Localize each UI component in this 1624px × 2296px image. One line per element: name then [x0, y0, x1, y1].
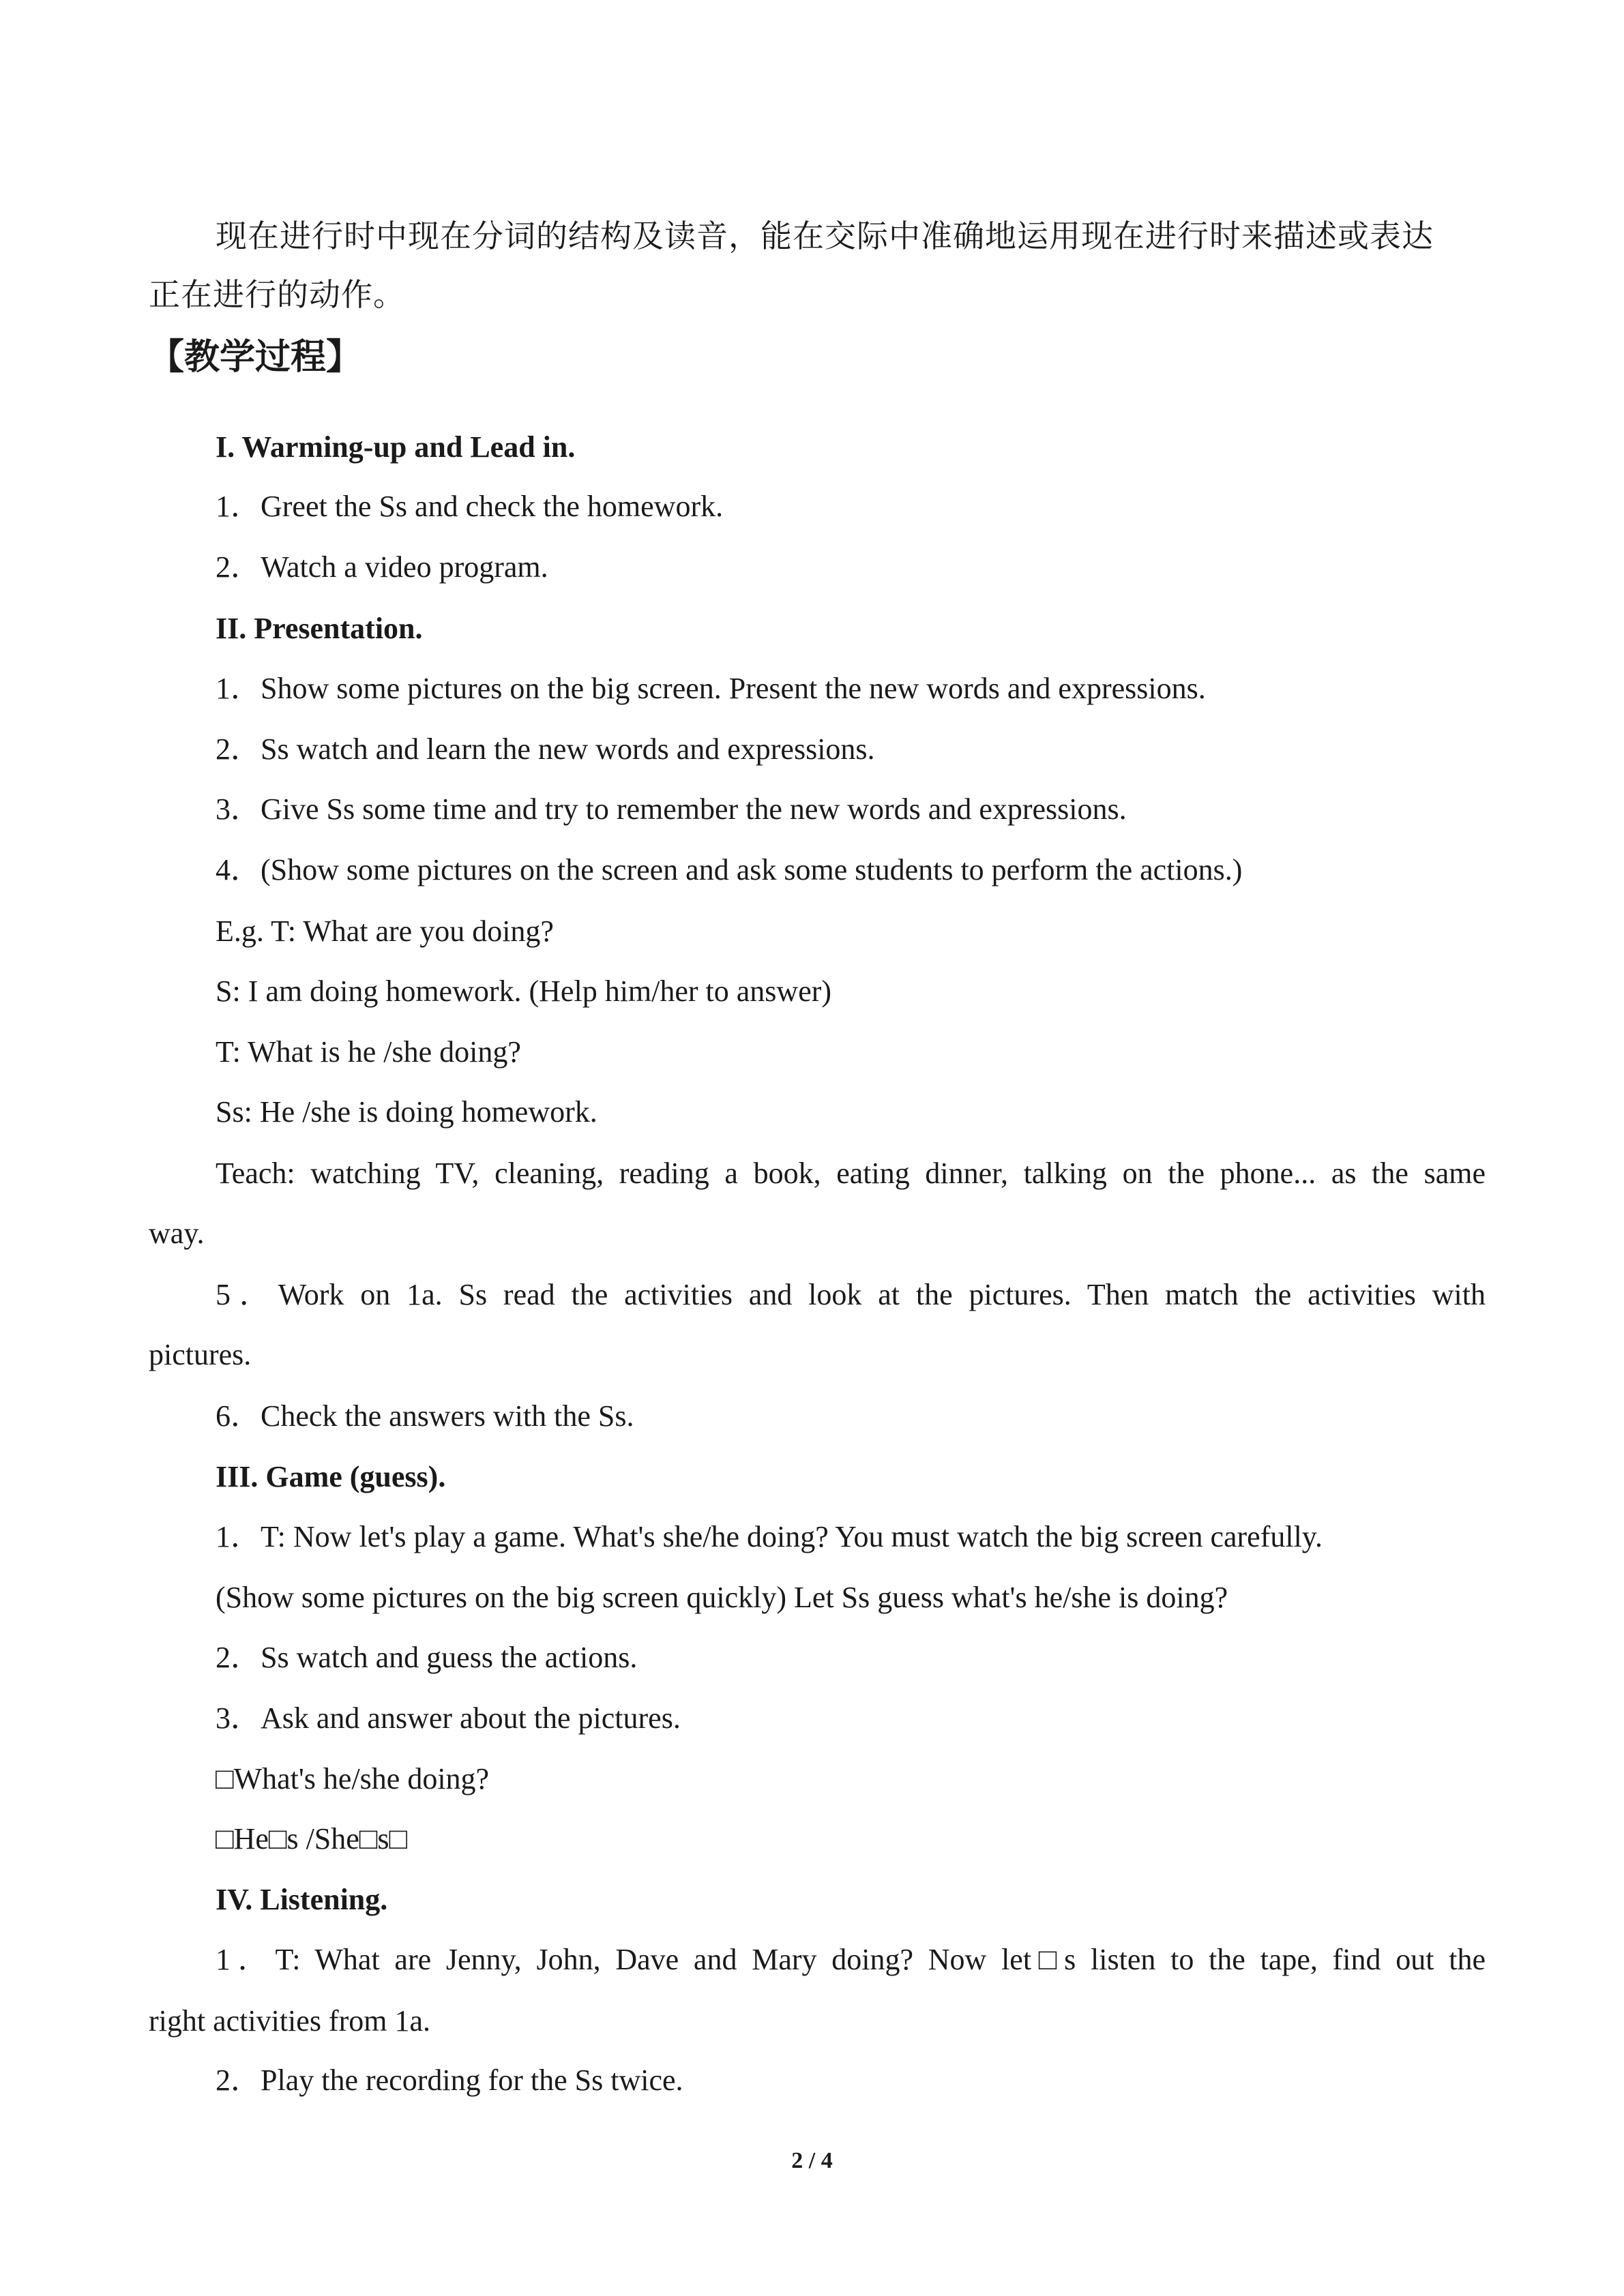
intro-line-1: 现在进行时中现在分词的结构及读音，能在交际中准确地运用现在进行时来描述或表达 — [216, 218, 1434, 254]
intro-line-2: 正在进行的动作。 — [149, 276, 405, 313]
s2-item-2: 2．Ss watch and learn the new words and expressions. — [216, 732, 875, 766]
s2-item-6: 6．Check the answers with the Ss. — [216, 1399, 634, 1433]
section-2-title: II. Presentation. — [216, 612, 423, 645]
section-1-title: I. Warming-up and Lead in. — [216, 430, 576, 464]
s3-item-3: 3．Ask and answer about the pictures. — [216, 1701, 681, 1735]
s2-teacher-question: T: What is he /she doing? — [216, 1035, 521, 1069]
s2-teach-line-2: way. — [149, 1217, 205, 1250]
s2-teach-line-1: Teach: watching TV, cleaning, reading a book, eating dinner, talking on the phone... as the same — [216, 1157, 1486, 1190]
s3-item-1-continued: (Show some pictures on the big screen quickly) Let Ss guess what's he/she is doing? — [216, 1581, 1228, 1614]
s3-answer: □He□s /She□s□ — [216, 1822, 408, 1855]
s2-item-5-line-2: pictures. — [149, 1338, 252, 1371]
section-3-title: III. Game (guess). — [216, 1460, 446, 1493]
section-4-title: IV. Listening. — [216, 1883, 388, 1916]
s1-item-1: 1．Greet the Ss and check the homework. — [216, 490, 724, 523]
s4-item-1-line-2: right activities from 1a. — [149, 2004, 430, 2038]
s4-item-2: 2．Play the recording for the Ss twice. — [216, 2063, 683, 2097]
s2-student-answer: S: I am doing homework. (Help him/her to answer) — [216, 974, 832, 1008]
s4-item-1-line-1: 1．T: What are Jenny, John, Dave and Mary doing? Now let□s listen to the tape, find out the — [216, 1943, 1486, 1976]
s3-question: □What's he/she doing? — [216, 1762, 490, 1795]
s2-item-4: 4．(Show some pictures on the screen and ask some students to perform the actions.) — [216, 853, 1243, 886]
s2-students-answer: Ss: He /she is doing homework. — [216, 1095, 597, 1129]
s3-item-2: 2．Ss watch and guess the actions. — [216, 1641, 638, 1674]
s3-item-1: 1．T: Now let's play a game. What's she/he doing? You must watch the big screen carefully. — [216, 1520, 1323, 1553]
s1-item-2: 2．Watch a video program. — [216, 550, 548, 584]
section-title: 【教学过程】 — [149, 337, 362, 378]
page-number: 2 / 4 — [791, 2148, 833, 2173]
s2-item-5-line-1: 5．Work on 1a. Ss read the activities and look at the pictures. Then match the activities with — [216, 1278, 1486, 1311]
s2-item-1: 1．Show some pictures on the big screen. Present the new words and expressions. — [216, 672, 1206, 705]
s2-item-3: 3．Give Ss some time and try to remember the new words and expressions. — [216, 792, 1127, 826]
s2-example: E.g. T: What are you doing? — [216, 914, 554, 948]
